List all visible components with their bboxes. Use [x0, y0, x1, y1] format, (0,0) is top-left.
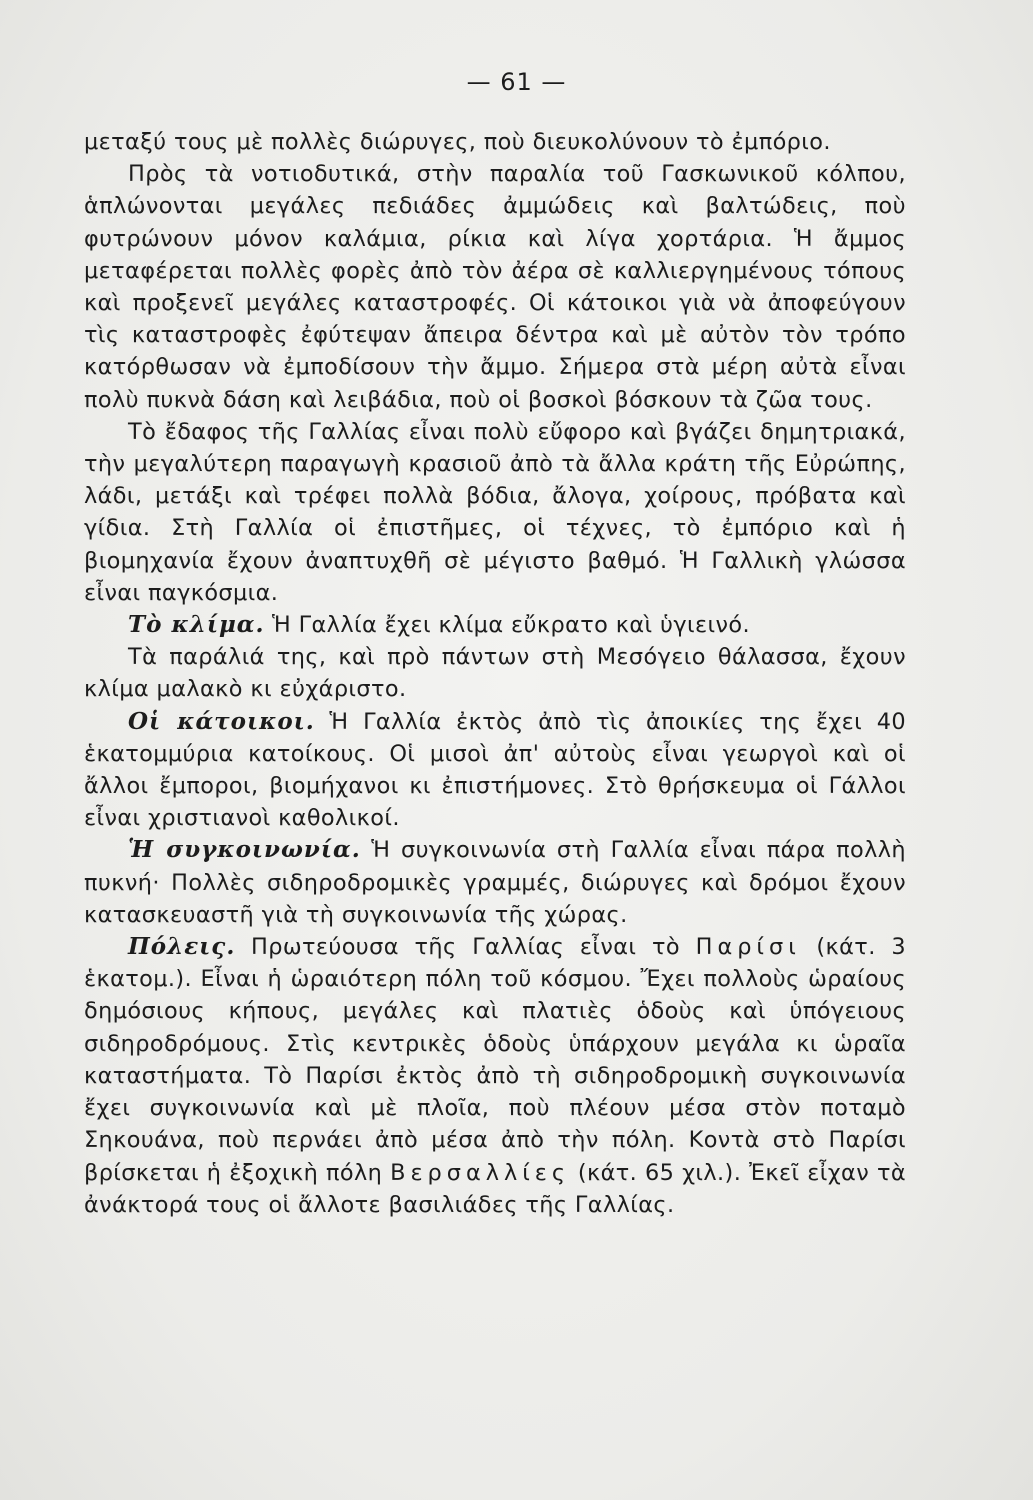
paragraph-transport-text: Ἡ συγκοινωνία στὴ Γαλλία εἶναι πάρα πολλὴ πυκνή· Πολλὲς σιδηροδρομικὲς γραμμές, διώρυγες καὶ δρόμοι ἔχουν κατασκευαστῆ γιὰ τὴ συγκοινωνία τῆς χώρας.: [84, 837, 906, 928]
section-heading-transport: Ἡ συγκοινωνία.: [128, 836, 361, 864]
paragraph-inhabitants-text: Ἡ Γαλλία ἐκτὸς ἀπὸ τὶς ἀποικίες της ἔχει 40 ἑκατομμύρια κατοίκους. Οἱ μισοὶ ἀπ' αὐτοὺς εἶναι γεωργοὶ καὶ οἱ ἄλλοι ἔμποροι, βιομήχανοι κι ἐπιστήμονες. Στὸ θρήσκευμα οἱ Γάλλοι εἶναι χριστιανοὶ καθολικοί.: [84, 708, 906, 832]
paragraph-cities-text-3: (κάτ. 65 χιλ.). Ἐκεῖ εἶχαν τὰ ἀνάκτορά τους οἱ ἄλλοτε βασιλιάδες τῆς Γαλλίας.: [84, 1159, 906, 1218]
paragraph-cities-text-1: Πρωτεύουσα τῆς Γαλλίας εἶναι τὸ: [235, 934, 696, 961]
section-heading-inhabitants: Οἱ κάτοικοι.: [128, 707, 315, 735]
paragraph-continuation: μεταξύ τους μὲ πολλὲς διώρυγες, ποὺ διευκολύνουν τὸ ἐμπόριο.: [84, 129, 831, 155]
section-heading-cities: Πόλεις.: [128, 933, 236, 961]
paragraph-transport: [84, 834, 906, 931]
page-number: — 61 —: [466, 68, 567, 96]
paragraph-cities-text-2: (κάτ. 3 ἑκατομ.). Εἶναι ἡ ὡραιότερη πόλη τοῦ κόσμου. Ἔχει πολλοὺς ὡραίους δημόσιους κήπους, μεγάλες καὶ πλατιὲς ὁδοὺς καὶ ὑπόγειους σιδηροδρόμους. Στὶς κεντρικὲς ὁδοὺς ὑπάρχουν μεγάλα κι ὡραῖα καταστήματα. Τὸ Παρίσι ἐκτὸς ἀπὸ τὴ σιδηροδρομικὴ συγκοινωνία ἔχει συγκοινωνία καὶ μὲ πλοῖα, ποὺ πλέουν μέσα στὸν ποταμὸ Σηκουάνα, ποὺ περνάει ἀπὸ μέσα ἀπὸ τὴν πόλη. Κοντὰ στὸ Παρίσι βρίσκεται ἡ ἐξοχικὴ πόλη: [84, 934, 906, 1186]
paragraph-southwest-coast: Πρὸς τὰ νοτιοδυτικά, στὴν παραλία τοῦ Γασκωνικοῦ κόλπου, ἁπλώνονται μεγάλες πεδιάδες ἀμμώδεις καὶ βαλτώδεις, ποὺ φυτρώνουν μόνον καλάμια, ρίκια καὶ λίγα χορτάρια. Ἡ ἄμμος μεταφέρεται πολλὲς φορὲς ἀπὸ τὸν ἀέρα σὲ καλλιεργημένους τόπους καὶ προξενεῖ μεγάλες καταστροφές. Οἱ κάτοικοι γιὰ νὰ ἀποφεύγουν τὶς καταστροφὲς ἐφύτεψαν ἄπειρα δέντρα καὶ μὲ αὐτὸν τὸν τρόπο κατόρθωσαν νὰ ἐμποδίσουν τὴν ἄμμο. Σήμερα στὰ μέρη αὐτὰ εἶναι πολὺ πυκνὰ δάση καὶ λειβάδια, ποὺ οἱ βοσκοὶ βόσκουν τὰ ζῶα τους.: [84, 161, 906, 413]
paragraph-climate: [84, 609, 906, 641]
body-text: [84, 126, 906, 1221]
paragraph-cities: [84, 931, 906, 1221]
paragraph-soil: Τὸ ἔδαφος τῆς Γαλλίας εἶναι πολὺ εὔφορο καὶ βγάζει δημητριακά, τὴν μεγαλύτερη παραγωγὴ κρασιοῦ ἀπὸ τὰ ἄλλα κράτη τῆς Εὐρώπης, λάδι, μετάξι καὶ τρέφει πολλὰ βόδια, ἄλογα, χοίρους, πρόβατα καὶ γίδια. Στὴ Γαλλία οἱ ἐπιστῆμες, οἱ τέχνες, τὸ ἐμπόριο καὶ ἡ βιομηχανία ἔχουν ἀναπτυχθῆ σὲ μέγιστο βαθμό. Ἡ Γαλλικὴ γλώσσα εἶναι παγκόσμια.: [84, 418, 906, 606]
city-name-versailles: Βερσαλλίες: [390, 1159, 571, 1186]
section-heading-climate: Τὸ κλίμα.: [128, 611, 265, 639]
paragraph-climate-text: Ἡ Γαλλία ἔχει κλίμα εὔκρατο καὶ ὑγιεινό.: [264, 612, 750, 639]
paragraph-inhabitants: [84, 706, 906, 835]
city-name-paris: Παρίσι: [695, 934, 801, 961]
paragraph-coasts: Τὰ παράλιά της, καὶ πρὸ πάντων στὴ Μεσόγειο θάλασσα, ἔχουν κλίμα μαλακὸ κι εὐχάριστο.: [84, 644, 906, 703]
